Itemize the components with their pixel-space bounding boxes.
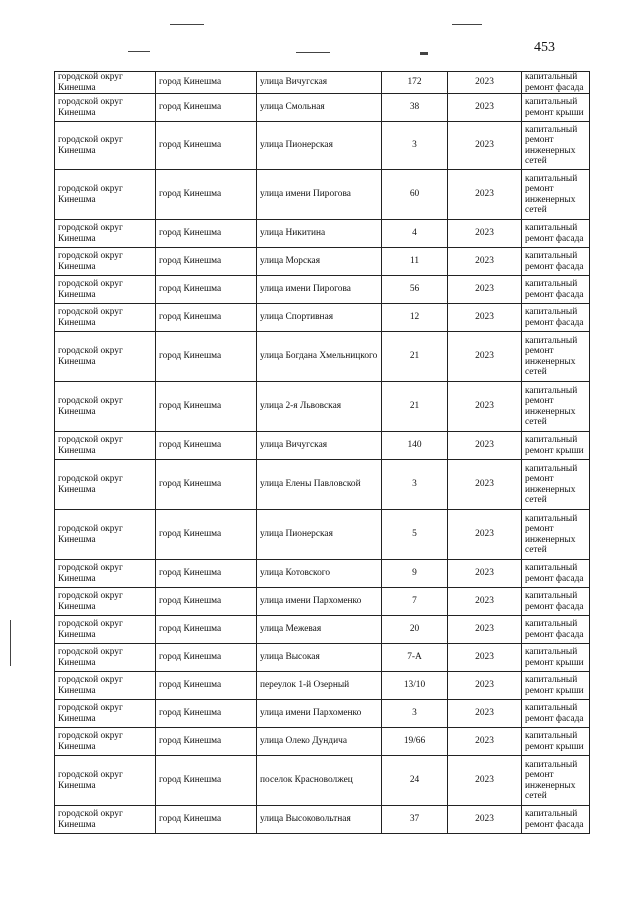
cell-street: улица Вичугская [257,432,382,460]
cell-city: город Кинешма [156,672,257,700]
cell-street: улица имени Пархоменко [257,700,382,728]
cell-work-type: капитальный ремонт фасада [522,560,590,588]
cell-work-type: капитальный ремонт крыши [522,644,590,672]
cell-house-number: 4 [382,220,448,248]
cell-district: городской округ Кинешма [55,460,156,510]
table-row [55,644,590,672]
cell-year: 2023 [448,94,522,122]
cell-street: улица 2-я Львовская [257,382,382,432]
cell-city: город Кинешма [156,510,257,560]
table-row [55,588,590,616]
table-row [55,616,590,644]
cell-work-type: капитальный ремонт фасада [522,220,590,248]
table-row [55,122,590,170]
scan-mark [10,620,11,666]
cell-district: городской округ Кинешма [55,382,156,432]
cell-street: улица Вичугская [257,72,382,94]
cell-house-number: 24 [382,756,448,806]
table-row [55,432,590,460]
table-row [55,382,590,432]
cell-district: городской округ Кинешма [55,432,156,460]
cell-city: город Кинешма [156,170,257,220]
cell-district: городской округ Кинешма [55,220,156,248]
cell-district: городской округ Кинешма [55,332,156,382]
cell-house-number: 3 [382,122,448,170]
cell-street: улица Олеко Дундича [257,728,382,756]
cell-street: улица Смольная [257,94,382,122]
cell-house-number: 38 [382,94,448,122]
cell-work-type: капитальный ремонт крыши [522,728,590,756]
cell-year: 2023 [448,332,522,382]
cell-work-type: капитальный ремонт фасада [522,248,590,276]
cell-work-type: капитальный ремонт фасада [522,72,590,94]
cell-district: городской округ Кинешма [55,276,156,304]
cell-city: город Кинешма [156,756,257,806]
cell-district: городской округ Кинешма [55,616,156,644]
cell-city: город Кинешма [156,806,257,834]
cell-year: 2023 [448,276,522,304]
cell-district: городской округ Кинешма [55,94,156,122]
cell-district: городской округ Кинешма [55,728,156,756]
cell-house-number: 60 [382,170,448,220]
cell-street: переулок 1-й Озерный [257,672,382,700]
cell-year: 2023 [448,122,522,170]
cell-house-number: 140 [382,432,448,460]
table-row [55,672,590,700]
cell-city: город Кинешма [156,72,257,94]
cell-work-type: капитальный ремонт фасада [522,304,590,332]
cell-city: город Кинешма [156,220,257,248]
cell-year: 2023 [448,432,522,460]
cell-house-number: 172 [382,72,448,94]
cell-district: городской округ Кинешма [55,560,156,588]
scan-mark [452,24,482,25]
cell-house-number: 7-А [382,644,448,672]
scan-mark [296,52,330,53]
cell-work-type: капитальный ремонт фасада [522,276,590,304]
cell-street: улица Межевая [257,616,382,644]
table-row [55,460,590,510]
cell-year: 2023 [448,588,522,616]
cell-house-number: 12 [382,304,448,332]
table-row [55,510,590,560]
cell-city: город Кинешма [156,560,257,588]
table-row [55,304,590,332]
cell-year: 2023 [448,806,522,834]
cell-district: городской округ Кинешма [55,304,156,332]
cell-house-number: 21 [382,382,448,432]
cell-street: поселок Красноволжец [257,756,382,806]
cell-year: 2023 [448,728,522,756]
cell-district: городской округ Кинешма [55,806,156,834]
scan-mark [170,24,204,25]
table-row [55,700,590,728]
table-row [55,806,590,834]
cell-district: городской округ Кинешма [55,672,156,700]
cell-city: город Кинешма [156,276,257,304]
cell-work-type: капитальный ремонт фасада [522,700,590,728]
page-number: 453 [534,40,555,55]
cell-work-type: капитальный ремонт инженерных сетей [522,382,590,432]
cell-year: 2023 [448,560,522,588]
cell-house-number: 13/10 [382,672,448,700]
cell-district: городской округ Кинешма [55,170,156,220]
cell-street: улица Пионерская [257,122,382,170]
cell-work-type: капитальный ремонт инженерных сетей [522,756,590,806]
cell-street: улица Высоковольтная [257,806,382,834]
cell-year: 2023 [448,248,522,276]
cell-work-type: капитальный ремонт инженерных сетей [522,122,590,170]
table-row [55,276,590,304]
cell-house-number: 3 [382,700,448,728]
cell-year: 2023 [448,460,522,510]
cell-district: городской округ Кинешма [55,588,156,616]
cell-year: 2023 [448,170,522,220]
cell-house-number: 11 [382,248,448,276]
cell-city: город Кинешма [156,432,257,460]
cell-year: 2023 [448,382,522,432]
cell-year: 2023 [448,510,522,560]
cell-house-number: 3 [382,460,448,510]
cell-street: улица имени Пирогова [257,276,382,304]
table-row [55,72,590,94]
cell-work-type: капитальный ремонт фасада [522,588,590,616]
cell-street: улица Высокая [257,644,382,672]
cell-house-number: 5 [382,510,448,560]
cell-district: городской округ Кинешма [55,644,156,672]
cell-city: город Кинешма [156,644,257,672]
cell-city: город Кинешма [156,248,257,276]
cell-city: город Кинешма [156,588,257,616]
cell-street: улица имени Пархоменко [257,588,382,616]
cell-house-number: 7 [382,588,448,616]
cell-city: город Кинешма [156,332,257,382]
cell-city: город Кинешма [156,616,257,644]
table-row [55,756,590,806]
cell-work-type: капитальный ремонт инженерных сетей [522,460,590,510]
repair-registry-table [54,71,590,834]
cell-street: улица Елены Павловской [257,460,382,510]
table-row [55,170,590,220]
cell-house-number: 9 [382,560,448,588]
cell-district: городской округ Кинешма [55,510,156,560]
table-row [55,94,590,122]
cell-street: улица Пионерская [257,510,382,560]
cell-city: город Кинешма [156,304,257,332]
cell-year: 2023 [448,220,522,248]
cell-city: город Кинешма [156,94,257,122]
cell-city: город Кинешма [156,382,257,432]
table-row [55,728,590,756]
cell-year: 2023 [448,672,522,700]
cell-district: городской округ Кинешма [55,756,156,806]
cell-year: 2023 [448,616,522,644]
cell-city: город Кинешма [156,460,257,510]
cell-year: 2023 [448,700,522,728]
cell-work-type: капитальный ремонт фасада [522,806,590,834]
cell-street: улица Богдана Хмельницкого [257,332,382,382]
cell-district: городской округ Кинешма [55,72,156,94]
cell-year: 2023 [448,756,522,806]
cell-house-number: 20 [382,616,448,644]
cell-city: город Кинешма [156,728,257,756]
cell-city: город Кинешма [156,122,257,170]
cell-street: улица имени Пирогова [257,170,382,220]
cell-house-number: 21 [382,332,448,382]
cell-street: улица Спортивная [257,304,382,332]
scan-mark [128,51,150,52]
cell-house-number: 19/66 [382,728,448,756]
table-row [55,332,590,382]
cell-year: 2023 [448,72,522,94]
cell-district: городской округ Кинешма [55,122,156,170]
cell-work-type: капитальный ремонт крыши [522,672,590,700]
cell-work-type: капитальный ремонт инженерных сетей [522,170,590,220]
cell-district: городской округ Кинешма [55,700,156,728]
cell-street: улица Никитина [257,220,382,248]
cell-work-type: капитальный ремонт крыши [522,94,590,122]
table-row [55,220,590,248]
cell-street: улица Морская [257,248,382,276]
cell-work-type: капитальный ремонт фасада [522,616,590,644]
cell-year: 2023 [448,644,522,672]
cell-district: городской округ Кинешма [55,248,156,276]
cell-work-type: капитальный ремонт крыши [522,432,590,460]
cell-city: город Кинешма [156,700,257,728]
cell-house-number: 56 [382,276,448,304]
scan-mark [420,52,428,55]
cell-work-type: капитальный ремонт инженерных сетей [522,332,590,382]
cell-year: 2023 [448,304,522,332]
table-row [55,560,590,588]
cell-house-number: 37 [382,806,448,834]
cell-street: улица Котовского [257,560,382,588]
table-row [55,248,590,276]
cell-work-type: капитальный ремонт инженерных сетей [522,510,590,560]
